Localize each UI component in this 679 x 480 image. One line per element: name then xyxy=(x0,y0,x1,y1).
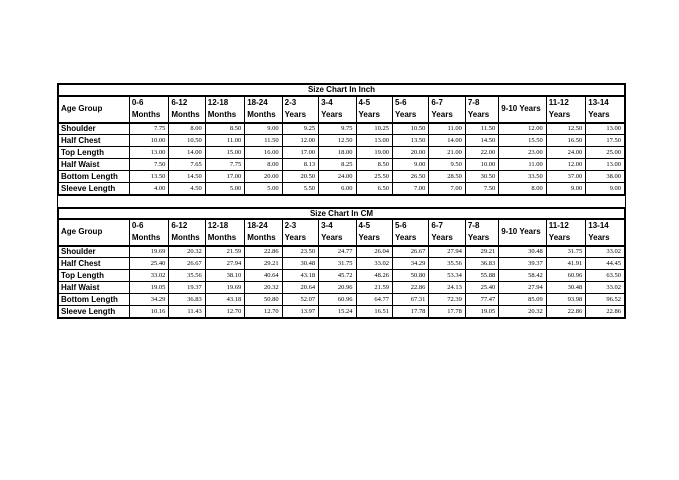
table-cell: 20.00 xyxy=(245,171,282,183)
table-cell: 7.75 xyxy=(129,123,168,135)
size-chart-table xyxy=(58,84,625,318)
table-cell: 26.04 xyxy=(356,246,392,258)
table-cell: 11.50 xyxy=(245,135,282,147)
column-header: 3-4 Years xyxy=(319,219,356,246)
row-label: Bottom Length xyxy=(59,171,130,183)
table-cell: 9.00 xyxy=(586,183,625,195)
table-cell: 26.67 xyxy=(169,258,205,270)
table-cell: 22.00 xyxy=(465,147,498,159)
row-label: Shoulder xyxy=(59,123,130,135)
table-row xyxy=(59,135,625,147)
table-cell: 7.50 xyxy=(129,159,168,171)
table-cell: 30.48 xyxy=(546,282,585,294)
table-cell: 52.07 xyxy=(282,294,318,306)
table-cell: 20.50 xyxy=(282,171,318,183)
column-header: 7-8 Years xyxy=(465,219,498,246)
column-header: 7-8 Years xyxy=(465,96,498,123)
table-cell: 13.00 xyxy=(586,159,625,171)
table-cell: 60.96 xyxy=(319,294,356,306)
table-row xyxy=(59,171,625,183)
table-cell: 8.13 xyxy=(282,159,318,171)
column-header: 6-7 Years xyxy=(429,96,465,123)
table-cell: 19.37 xyxy=(169,282,205,294)
table-row xyxy=(59,147,625,159)
row-label: Sleeve Length xyxy=(59,183,130,195)
table-cell: 50.80 xyxy=(245,294,282,306)
table-cell: 9.50 xyxy=(429,159,465,171)
table-cell: 77.47 xyxy=(465,294,498,306)
table-cell: 25.40 xyxy=(129,258,168,270)
table-cell: 25.00 xyxy=(586,147,625,159)
table-cell: 33.50 xyxy=(499,171,547,183)
table-cell: 7.65 xyxy=(169,159,205,171)
table-cell: 15.00 xyxy=(205,147,244,159)
table-cell: 10.50 xyxy=(392,123,428,135)
table-row xyxy=(59,282,625,294)
table-row xyxy=(59,258,625,270)
table-cell: 23.00 xyxy=(499,147,547,159)
table-cell: 31.75 xyxy=(319,258,356,270)
table-cell: 10.00 xyxy=(129,135,168,147)
table-cell: 13.97 xyxy=(282,306,318,318)
table-cell: 21.59 xyxy=(356,282,392,294)
table-cell: 29.21 xyxy=(465,246,498,258)
column-header: 12-18 Months xyxy=(205,219,244,246)
column-header: 9-10 Years xyxy=(499,219,547,246)
table-cell: 9.75 xyxy=(319,123,356,135)
table-cell: 27.94 xyxy=(429,246,465,258)
table-cell: 43.18 xyxy=(282,270,318,282)
table-cell: 14.00 xyxy=(169,147,205,159)
table-cell: 12.50 xyxy=(319,135,356,147)
table-cell: 13.50 xyxy=(392,135,428,147)
table-cell: 33.02 xyxy=(129,270,168,282)
table-cell: 48.26 xyxy=(356,270,392,282)
table-cell: 11.43 xyxy=(169,306,205,318)
table-cell: 24.00 xyxy=(546,147,585,159)
row-label: Top Length xyxy=(59,270,130,282)
row-label: Bottom Length xyxy=(59,294,130,306)
table-cell: 20.32 xyxy=(499,306,547,318)
table-cell: 12.70 xyxy=(205,306,244,318)
table-cell: 23.50 xyxy=(282,246,318,258)
table-cell: 35.56 xyxy=(169,270,205,282)
table-cell: 19.69 xyxy=(129,246,168,258)
table-cell: 93.98 xyxy=(546,294,585,306)
table-cell: 11.50 xyxy=(465,123,498,135)
table-cell: 18.00 xyxy=(319,147,356,159)
age-group-header: Age Group xyxy=(59,219,130,246)
table-row xyxy=(59,159,625,171)
column-header: 6-12 Months xyxy=(169,96,205,123)
table-row xyxy=(59,306,625,318)
table-cell: 27.94 xyxy=(499,282,547,294)
row-label: Top Length xyxy=(59,147,130,159)
table-cell: 22.86 xyxy=(546,306,585,318)
age-group-header: Age Group xyxy=(59,96,130,123)
table-cell: 19.05 xyxy=(465,306,498,318)
table-cell: 30.50 xyxy=(465,171,498,183)
table-cell: 60.96 xyxy=(546,270,585,282)
table-cell: 96.52 xyxy=(586,294,625,306)
table-cell: 50.80 xyxy=(392,270,428,282)
table-cell: 9.25 xyxy=(282,123,318,135)
table-cell: 15.50 xyxy=(499,135,547,147)
row-label: Half Waist xyxy=(59,282,130,294)
table-cell: 21.59 xyxy=(205,246,244,258)
table-cell: 22.86 xyxy=(245,246,282,258)
table-cell: 33.02 xyxy=(356,258,392,270)
table-cell: 22.86 xyxy=(586,306,625,318)
table-cell: 37.00 xyxy=(546,171,585,183)
table-cell: 27.94 xyxy=(205,258,244,270)
table-cell: 12.00 xyxy=(546,159,585,171)
table-cell: 8.00 xyxy=(169,123,205,135)
table-cell: 72.39 xyxy=(429,294,465,306)
column-header: 0-6 Months xyxy=(129,219,168,246)
row-label: Half Waist xyxy=(59,159,130,171)
column-header: 11-12 Years xyxy=(546,219,585,246)
table-cell: 14.50 xyxy=(169,171,205,183)
column-header: 4-5 Years xyxy=(356,96,392,123)
table-cell: 36.83 xyxy=(169,294,205,306)
table-cell: 15.24 xyxy=(319,306,356,318)
table-cell: 13.00 xyxy=(356,135,392,147)
table-cell: 9.00 xyxy=(546,183,585,195)
column-header: 12-18 Months xyxy=(205,96,244,123)
table-cell: 14.50 xyxy=(465,135,498,147)
table-cell: 19.05 xyxy=(129,282,168,294)
table-cell: 17.00 xyxy=(205,171,244,183)
table-cell: 38.00 xyxy=(586,171,625,183)
table-cell: 22.86 xyxy=(392,282,428,294)
table-cell: 6.00 xyxy=(319,183,356,195)
table-cell: 8.00 xyxy=(499,183,547,195)
table-cell: 10.50 xyxy=(169,135,205,147)
table-cell: 43.18 xyxy=(205,294,244,306)
table-row xyxy=(59,294,625,306)
row-label: Shoulder xyxy=(59,246,130,258)
table-cell: 33.02 xyxy=(586,246,625,258)
table-cell: 45.72 xyxy=(319,270,356,282)
row-label: Half Chest xyxy=(59,258,130,270)
table-title: Size Chart In CM xyxy=(59,208,625,219)
table-cell: 16.51 xyxy=(356,306,392,318)
table-cell: 7.75 xyxy=(205,159,244,171)
table-cell: 19.69 xyxy=(205,282,244,294)
table-cell: 25.50 xyxy=(356,171,392,183)
table-cell: 12.50 xyxy=(546,123,585,135)
table-row xyxy=(59,270,625,282)
table-cell: 28.50 xyxy=(429,171,465,183)
table-cell: 34.29 xyxy=(129,294,168,306)
table-cell: 8.25 xyxy=(319,159,356,171)
table-cell: 19.00 xyxy=(356,147,392,159)
table-cell: 26.67 xyxy=(392,246,428,258)
table-cell: 40.64 xyxy=(245,270,282,282)
column-header: 0-6 Months xyxy=(129,96,168,123)
table-cell: 6.50 xyxy=(356,183,392,195)
column-header: 13-14 Years xyxy=(586,219,625,246)
column-header: 2-3 Years xyxy=(282,219,318,246)
table-cell: 38.10 xyxy=(205,270,244,282)
table-title: Size Chart In Inch xyxy=(59,85,625,96)
table-cell: 17.78 xyxy=(429,306,465,318)
table-cell: 9.00 xyxy=(392,159,428,171)
table-cell: 17.00 xyxy=(282,147,318,159)
table-cell: 44.45 xyxy=(586,258,625,270)
column-header: 9-10 Years xyxy=(499,96,547,123)
table-cell: 17.78 xyxy=(392,306,428,318)
table-cell: 20.32 xyxy=(245,282,282,294)
table-cell: 33.02 xyxy=(586,282,625,294)
table-spacer xyxy=(59,195,625,208)
column-header: 6-7 Years xyxy=(429,219,465,246)
table-row xyxy=(59,246,625,258)
table-cell: 25.40 xyxy=(465,282,498,294)
table-cell: 8.50 xyxy=(356,159,392,171)
table-cell: 4.00 xyxy=(129,183,168,195)
table-cell: 30.48 xyxy=(499,246,547,258)
table-cell: 5.00 xyxy=(245,183,282,195)
table-cell: 9.00 xyxy=(245,123,282,135)
table-cell: 10.16 xyxy=(129,306,168,318)
table-cell: 5.00 xyxy=(205,183,244,195)
table-cell: 24.13 xyxy=(429,282,465,294)
row-label: Half Chest xyxy=(59,135,130,147)
table-cell: 63.50 xyxy=(586,270,625,282)
table-cell: 53.34 xyxy=(429,270,465,282)
table-cell: 4.50 xyxy=(169,183,205,195)
table-cell: 8.50 xyxy=(205,123,244,135)
table-cell: 41.91 xyxy=(546,258,585,270)
column-header: 5-6 Years xyxy=(392,96,428,123)
table-cell: 24.77 xyxy=(319,246,356,258)
table-cell: 21.00 xyxy=(429,147,465,159)
table-cell: 58.42 xyxy=(499,270,547,282)
table-cell: 16.00 xyxy=(245,147,282,159)
table-cell: 30.48 xyxy=(282,258,318,270)
column-header: 11-12 Years xyxy=(546,96,585,123)
table-row xyxy=(59,123,625,135)
column-header: 18-24 Months xyxy=(245,96,282,123)
table-cell: 64.77 xyxy=(356,294,392,306)
table-cell: 8.00 xyxy=(245,159,282,171)
table-cell: 26.50 xyxy=(392,171,428,183)
table-cell: 7.50 xyxy=(465,183,498,195)
table-cell: 20.96 xyxy=(319,282,356,294)
column-header: 13-14 Years xyxy=(586,96,625,123)
inch-table xyxy=(59,85,625,195)
table-cell: 7.00 xyxy=(429,183,465,195)
table-cell: 85.09 xyxy=(499,294,547,306)
table-cell: 39.37 xyxy=(499,258,547,270)
table-cell: 36.83 xyxy=(465,258,498,270)
table-cell: 12.00 xyxy=(499,123,547,135)
cm-table xyxy=(59,208,625,318)
table-cell: 12.70 xyxy=(245,306,282,318)
table-cell: 10.00 xyxy=(465,159,498,171)
table-cell: 13.00 xyxy=(129,147,168,159)
table-cell: 11.00 xyxy=(429,123,465,135)
table-cell: 31.75 xyxy=(546,246,585,258)
table-cell: 29.21 xyxy=(245,258,282,270)
table-cell: 34.29 xyxy=(392,258,428,270)
column-header: 3-4 Years xyxy=(319,96,356,123)
table-cell: 13.50 xyxy=(129,171,168,183)
table-cell: 20.64 xyxy=(282,282,318,294)
table-cell: 24.00 xyxy=(319,171,356,183)
table-cell: 11.00 xyxy=(205,135,244,147)
table-cell: 10.25 xyxy=(356,123,392,135)
table-cell: 67.31 xyxy=(392,294,428,306)
table-cell: 11.00 xyxy=(499,159,547,171)
size-chart xyxy=(57,83,626,319)
column-header: 4-5 Years xyxy=(356,219,392,246)
row-label: Sleeve Length xyxy=(59,306,130,318)
table-cell: 7.00 xyxy=(392,183,428,195)
table-cell: 35.56 xyxy=(429,258,465,270)
table-cell: 20.32 xyxy=(169,246,205,258)
table-cell: 14.00 xyxy=(429,135,465,147)
column-header: 18-24 Months xyxy=(245,219,282,246)
table-row xyxy=(59,183,625,195)
column-header: 6-12 Months xyxy=(169,219,205,246)
table-cell: 5.50 xyxy=(282,183,318,195)
table-cell: 17.50 xyxy=(586,135,625,147)
table-cell: 12.00 xyxy=(282,135,318,147)
column-header: 5-6 Years xyxy=(392,219,428,246)
table-cell: 13.00 xyxy=(586,123,625,135)
table-cell: 16.50 xyxy=(546,135,585,147)
table-cell: 20.00 xyxy=(392,147,428,159)
table-cell: 55.88 xyxy=(465,270,498,282)
column-header: 2-3 Years xyxy=(282,96,318,123)
